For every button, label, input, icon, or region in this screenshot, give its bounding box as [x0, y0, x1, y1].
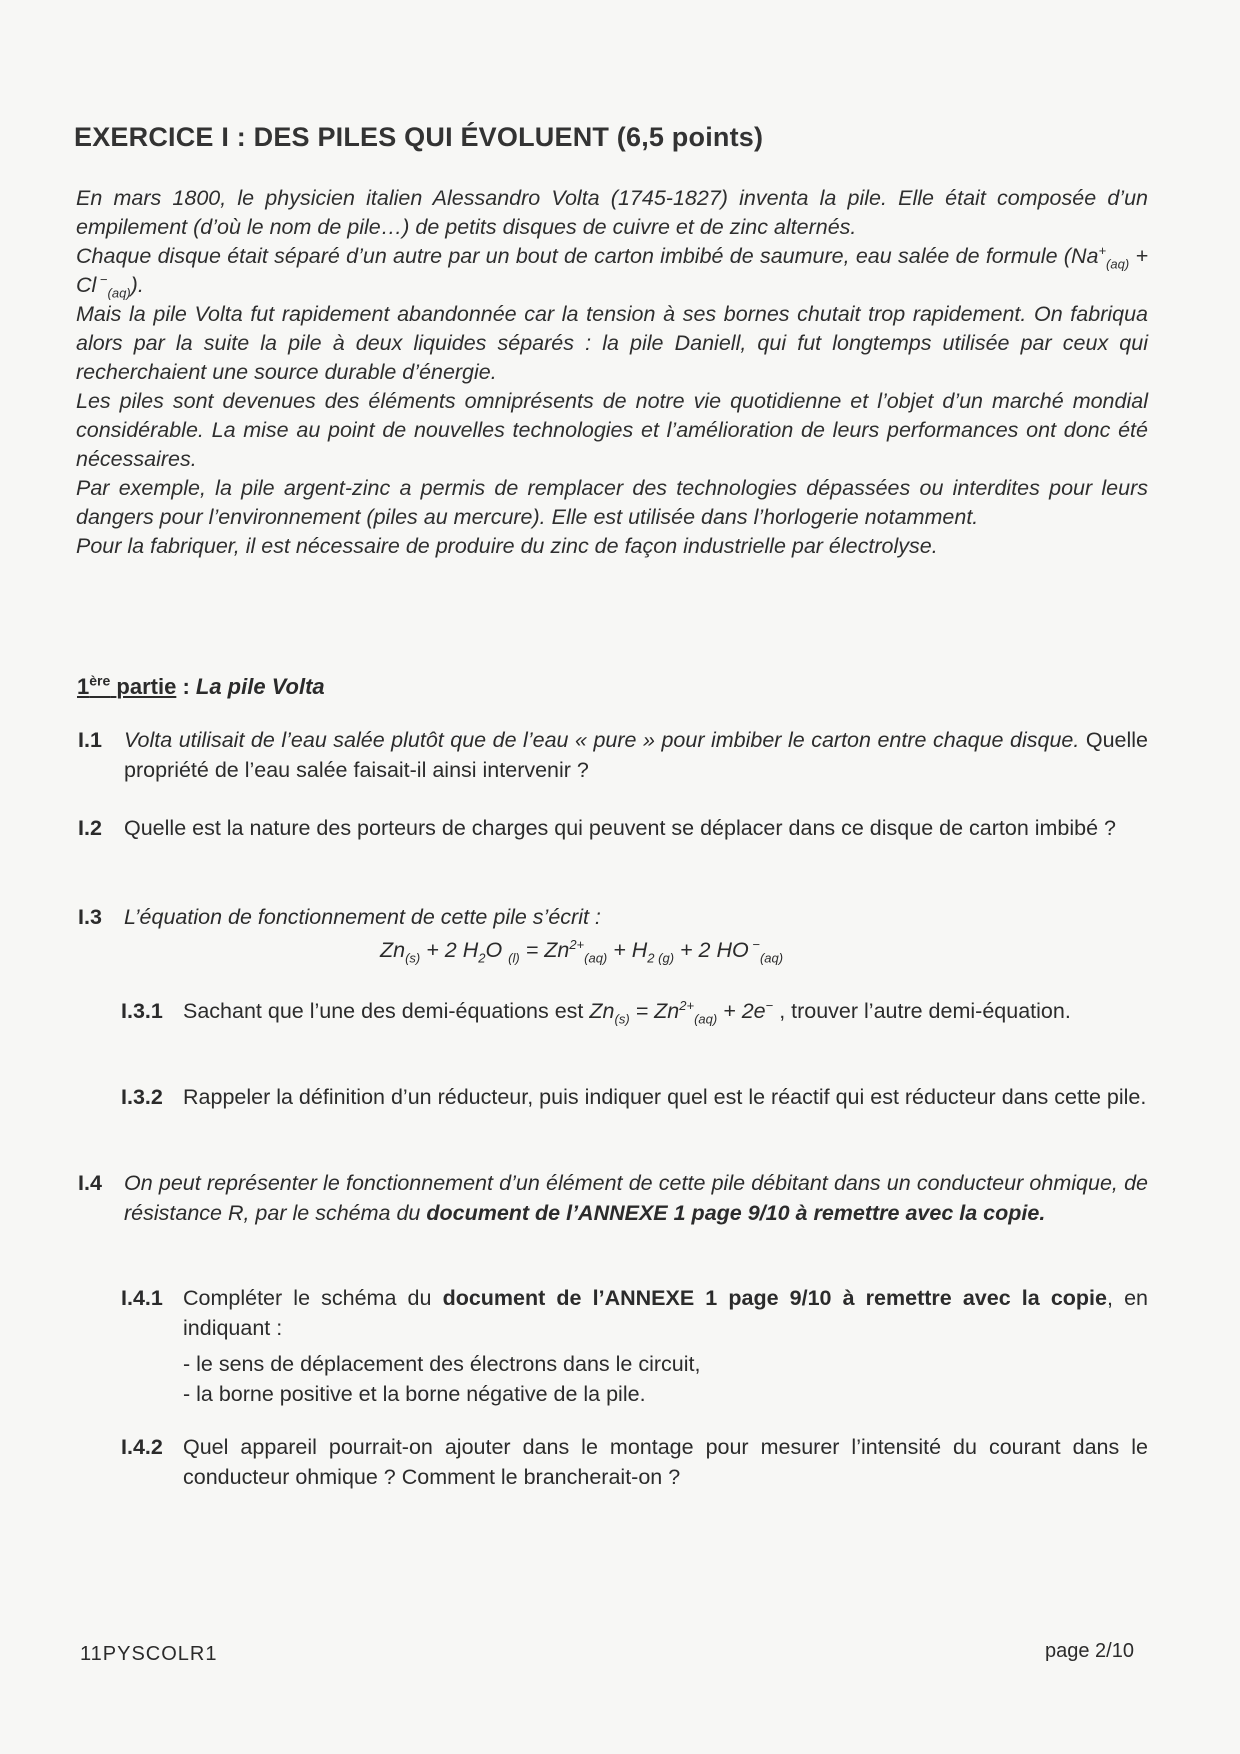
page-number: page 2/10 — [1045, 1640, 1134, 1662]
intro-paragraph: Chaque disque était séparé d’un autre par un bout de carton imbibé de saumure, eau salée de formule ($Na^+_{(aq)} + Cl$ −$_{(aq)}$). — [76, 242, 1148, 301]
question-1-2: I.2 Quelle est la nature des porteurs de charges qui peuvent se déplacer dans ce disque de carton imbibé ? — [78, 816, 1117, 840]
intro-paragraph: Les piles sont devenues des éléments omniprésents de notre vie quotidienne et l’objet d’un marché mondial considérable. La mise au point de nouvelles technologies et l’amélioration de leurs performances ont donc été nécessaires. — [76, 389, 1148, 471]
intro-paragraph: Pour la fabriquer, il est nécessaire de produire du zinc de façon industrielle par électrolyse. — [76, 534, 938, 558]
question-1-1: I.1 Volta utilisait de l’eau salée plutôt que de l’eau « pure » pour imbiber le carton entre chaque disque. Quelle propriété de l’eau salée faisait-il ainsi intervenir ? — [78, 728, 1148, 782]
question-1-3-2: I.3.2 Rappeler la définition d’un réducteur, puis indiquer quel est le réactif qui est réducteur dans cette pile. — [121, 1085, 1147, 1109]
exercise-title: EXERCICE I : DES PILES QUI ÉVOLUENT (6,5 points) — [74, 122, 764, 152]
list-item: - la borne positive et la borne négative de la pile. — [183, 1382, 646, 1406]
question-1-3-1: I.3.1 Sachant que l’une des demi-équations est $Zn_{(s)} = Zn^{2+}_{(aq)} + 2e^-$ , trouver l’autre demi-équation. — [121, 997, 1071, 1027]
intro-paragraph: En mars 1800, le physicien italien Alessandro Volta (1745-1827) inventa la pile. Elle était composée d’un empilement (d’où le nom de pile…) de petits disques de cuivre et de zinc alternés. — [76, 186, 1148, 239]
intro-text — [76, 184, 1148, 561]
intro-paragraph: Mais la pile Volta fut rapidement abandonnée car la tension à ses bornes chutait trop rapidement. On fabriqua alors par la suite la pile à deux liquides séparés : la pile Daniell, qui fut longtemps utilisée par ceux qui recherchaient une source durable d’énergie. — [76, 302, 1148, 384]
intro-paragraph: Par exemple, la pile argent-zinc a permis de remplacer des technologies dépassées ou interdites pour leurs dangers pour l’environnement (piles au mercure). Elle est utilisée dans l’horlogerie notamment. — [76, 476, 1148, 529]
reaction-equation: $Zn_{(s)} + 2$ $H_2O$ $_{(l)} = Zn^{2+}_{(aq)} + H_{2 (g)} + 2$ HO −$_{(aq)}$ — [380, 936, 784, 966]
question-1-4-1: I.4.1 Compléter le schéma du document de l’ANNEXE 1 page 9/10 à remettre avec la copie, en indiquant : - le sens de déplacement des électrons dans le circuit, - la borne positive et la borne négative de la pile. — [121, 1283, 1148, 1409]
exam-code: 11PYSCOLR1 — [80, 1643, 218, 1665]
part-title: 1ère partie : La pile Volta — [77, 672, 325, 699]
list-item: - le sens de déplacement des électrons dans le circuit, — [183, 1352, 701, 1376]
question-1-4-2: I.4.2 Quel appareil pourrait-on ajouter dans le montage pour mesurer l’intensité du courant dans le conducteur ohmique ? Comment le brancherait-on ? — [121, 1435, 1148, 1489]
question-1-4: I.4 On peut représenter le fonctionnement d’un élément de cette pile débitant dans un conducteur ohmique, de résistance R, par le schéma du document de l’ANNEXE 1 page 9/10 à remettre avec la copie. — [78, 1171, 1148, 1225]
question-1-3: I.3 L’équation de fonctionnement de cette pile s’écrit : — [78, 905, 601, 929]
